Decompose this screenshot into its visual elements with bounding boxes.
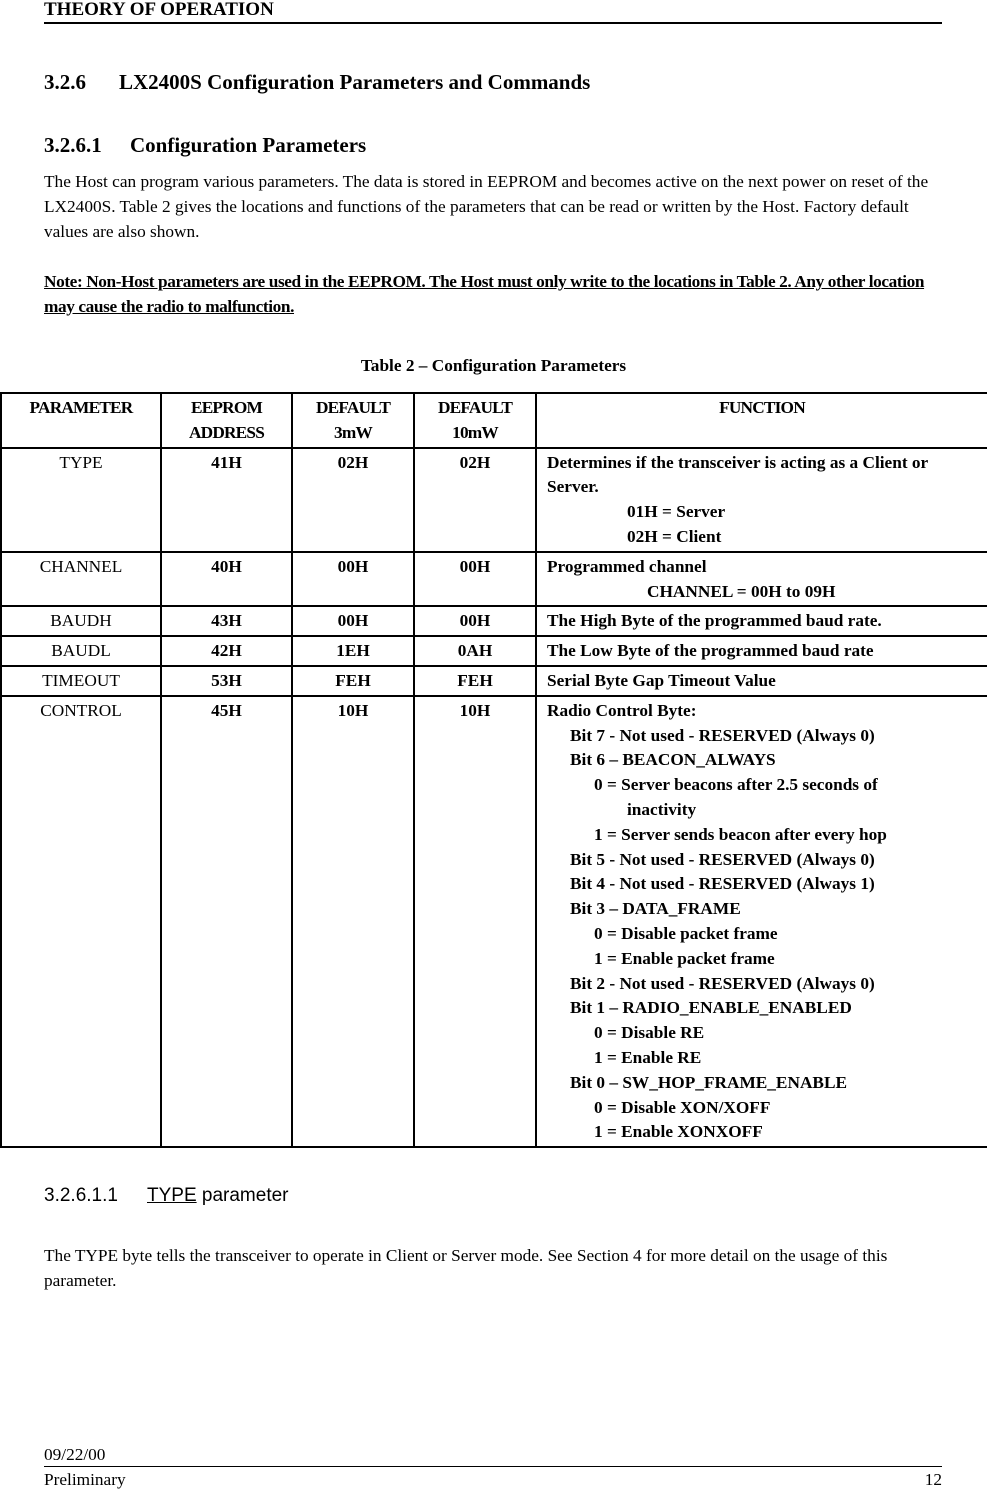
function-line: 0 = Disable XON/XOFF <box>594 1097 771 1117</box>
table-row-timeout <box>1 666 987 696</box>
footer <box>44 1470 942 1490</box>
cell-default-10mw: 0AH <box>414 636 536 666</box>
function-line: Bit 4 - Not used - RESERVED (Always 1) <box>570 874 875 894</box>
cell-default-3mw: FEH <box>292 666 414 696</box>
table-header-row <box>1 393 987 448</box>
function-line: 1 = Enable RE <box>594 1047 702 1067</box>
table-row-control <box>1 696 987 1147</box>
header-default-10mw <box>414 393 536 448</box>
section-number: 3.2.6 <box>44 70 86 94</box>
cell-default-10mw: 02H <box>414 448 536 552</box>
function-line: 1 = Enable XONXOFF <box>594 1122 763 1142</box>
cell-parameter: BAUDL <box>1 636 161 666</box>
cell-function: The High Byte of the programmed baud rate. <box>536 606 987 636</box>
footer-date: 09/22/00 <box>44 1444 942 1467</box>
type-paragraph: The TYPE byte tells the transceiver to operate in Client or Server mode. See Section 4 for more detail on the usage of this parameter. <box>44 1246 888 1290</box>
cell-address: 41H <box>161 448 292 552</box>
function-line: Bit 1 – RADIO_ENABLE_ENABLED <box>570 998 852 1018</box>
header-eeprom-address <box>161 393 292 448</box>
function-line: Bit 0 – SW_HOP_FRAME_ENABLE <box>570 1072 847 1092</box>
cell-default-10mw: 00H <box>414 606 536 636</box>
table-row-baudh <box>1 606 987 636</box>
subsection-number: 3.2.6.1 <box>44 133 102 157</box>
cell-parameter: TIMEOUT <box>1 666 161 696</box>
function-line: CHANNEL = 00H to 09H <box>647 581 836 601</box>
function-line: 0 = Disable RE <box>594 1023 705 1043</box>
header-eeprom-line2: ADDRESS <box>188 422 265 442</box>
header-default3-line2: 3mW <box>334 422 372 442</box>
table-row-type <box>1 448 987 552</box>
function-line: Programmed channel <box>547 556 707 576</box>
function-line: 1 = Enable packet frame <box>594 948 775 968</box>
page-number: 12 <box>924 1470 942 1489</box>
type-section-title-rest: parameter <box>196 1185 289 1206</box>
cell-parameter: TYPE <box>1 448 161 552</box>
type-section-number: 3.2.6.1.1 <box>44 1185 118 1206</box>
type-section-title-underlined: TYPE <box>147 1185 197 1206</box>
cell-parameter: BAUDH <box>1 606 161 636</box>
cell-default-3mw: 00H <box>292 606 414 636</box>
cell-default-3mw: 1EH <box>292 636 414 666</box>
cell-function: The Low Byte of the programmed baud rate <box>536 636 987 666</box>
configuration-parameters-table <box>0 392 987 1148</box>
function-line: Bit 3 – DATA_FRAME <box>570 899 741 919</box>
header-default10-line1: DEFAULT <box>437 398 513 417</box>
function-line: Bit 6 – BEACON_ALWAYS <box>570 750 776 770</box>
table-row-baudl <box>1 636 987 666</box>
page-header: THEORY OF OPERATION <box>44 0 942 24</box>
cell-default-3mw: 02H <box>292 448 414 552</box>
cell-function <box>536 552 987 607</box>
cell-address: 53H <box>161 666 292 696</box>
table-row-channel <box>1 552 987 607</box>
function-line: 02H = Client <box>627 526 722 546</box>
function-line: Bit 7 - Not used - RESERVED (Always 0) <box>570 725 875 745</box>
type-parameter-heading <box>44 1185 289 1207</box>
cell-function: Serial Byte Gap Timeout Value <box>536 666 987 696</box>
function-line: 01H = Server <box>627 502 726 522</box>
intro-paragraph: The Host can program various parameters. The data is stored in EEPROM and becomes active on the next power on reset of the LX2400S. Table 2 gives the locations and functions of the parameters that can be read or written by the Host. Factory default values are also shown. <box>44 172 929 241</box>
subsection-heading <box>44 133 366 158</box>
cell-parameter: CONTROL <box>1 696 161 1147</box>
cell-default-3mw: 10H <box>292 696 414 1147</box>
section-title: LX2400S Configuration Parameters and Commands <box>119 70 591 94</box>
cell-address: 42H <box>161 636 292 666</box>
header-default10-line2: 10mW <box>452 422 498 442</box>
function-line: Bit 5 - Not used - RESERVED (Always 0) <box>570 849 875 869</box>
cell-default-10mw: 10H <box>414 696 536 1147</box>
section-heading <box>44 70 590 95</box>
function-line: Bit 2 - Not used - RESERVED (Always 0) <box>570 973 875 993</box>
function-line: 0 = Server beacons after 2.5 seconds of <box>594 775 878 795</box>
table-caption: Table 2 – Configuration Parameters <box>360 356 627 375</box>
header-default3-line1: DEFAULT <box>315 398 391 417</box>
cell-function <box>536 696 987 1147</box>
cell-address: 40H <box>161 552 292 607</box>
header-function: FUNCTION <box>536 393 987 448</box>
footer-status: Preliminary <box>44 1470 126 1489</box>
header-parameter: PARAMETER <box>1 393 161 448</box>
cell-parameter: CHANNEL <box>1 552 161 607</box>
cell-address: 43H <box>161 606 292 636</box>
function-line: Radio Control Byte: <box>547 700 697 720</box>
function-line: 0 = Disable packet frame <box>594 923 778 943</box>
header-default-3mw <box>292 393 414 448</box>
function-line: 1 = Server sends beacon after every hop <box>594 824 887 844</box>
cell-function <box>536 448 987 552</box>
cell-default-3mw: 00H <box>292 552 414 607</box>
function-line: Determines if the transceiver is acting as a Client or Server. <box>547 452 928 497</box>
cell-default-10mw: FEH <box>414 666 536 696</box>
cell-address: 45H <box>161 696 292 1147</box>
header-eeprom-line1: EEPROM <box>190 398 263 417</box>
cell-default-10mw: 00H <box>414 552 536 607</box>
note-paragraph: Note: Non-Host parameters are used in the EEPROM. The Host must only write to the locations in Table 2. Any other location may cause the radio to malfunction. <box>44 272 925 316</box>
subsection-title: Configuration Parameters <box>130 133 367 157</box>
function-line: inactivity <box>627 799 697 819</box>
